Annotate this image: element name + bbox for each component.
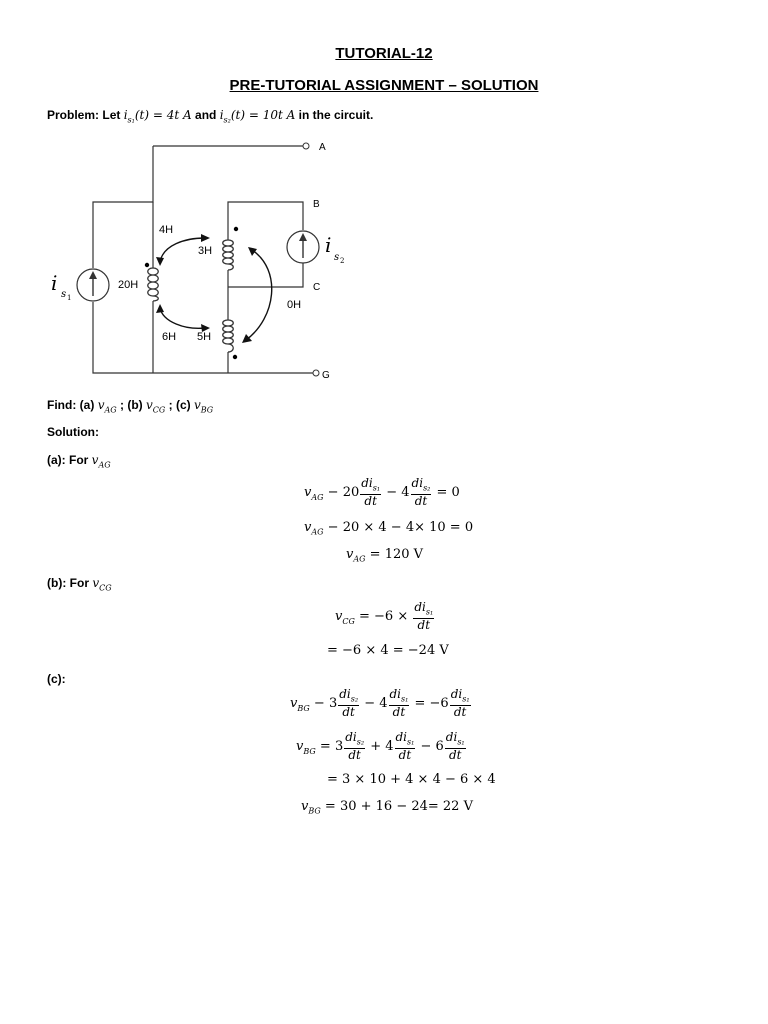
part-a-eq3 bbox=[346, 547, 423, 564]
eq-b1-v: v bbox=[335, 609, 343, 625]
label-node-c: C bbox=[313, 282, 321, 293]
eq-b1-num-sub: s₁ bbox=[425, 607, 434, 617]
find-vc-sub: BG bbox=[200, 405, 214, 415]
eq-a2-v: v bbox=[304, 520, 312, 535]
current-source-is2 bbox=[287, 231, 319, 263]
part-a-eq1 bbox=[304, 477, 460, 508]
eq-c1-f3-num: di bbox=[450, 687, 463, 701]
label-20h: 20H bbox=[118, 279, 139, 291]
arrow-6h bbox=[160, 308, 205, 328]
find-va: v bbox=[97, 398, 105, 412]
label-node-g: G bbox=[322, 370, 330, 381]
eq-c1-frac2 bbox=[389, 688, 410, 719]
part-b-v-sub: CG bbox=[99, 583, 112, 593]
eq-c1-frac3 bbox=[450, 688, 471, 719]
eq-c2-f3-num-sub: s₁ bbox=[457, 737, 465, 747]
eq-c1-frac1 bbox=[338, 688, 359, 719]
label-node-b: B bbox=[313, 199, 320, 210]
find-line bbox=[47, 398, 213, 414]
find-c: (c) bbox=[175, 398, 191, 412]
part-b-v: v bbox=[92, 576, 100, 590]
eq-a2-rest: − 20 × 4 − 4× 10 = 0 bbox=[327, 520, 474, 535]
find-b: (b) bbox=[127, 398, 143, 412]
part-b-label: (b): For bbox=[47, 576, 89, 590]
eq-a1-frac2 bbox=[411, 477, 432, 508]
part-c-eq1 bbox=[290, 688, 472, 719]
label-is2-s: s bbox=[334, 252, 340, 263]
label-5h: 5H bbox=[197, 331, 212, 343]
eq-c4-sub: BG bbox=[308, 806, 321, 816]
dot-3h bbox=[234, 227, 238, 231]
eq-c4-rest: = 30 + 16 − 24= 22 V bbox=[324, 799, 473, 814]
wire-b-top bbox=[228, 202, 303, 240]
label-3h: 3H bbox=[198, 245, 213, 257]
find-vb-sub: CG bbox=[152, 405, 166, 415]
problem-let: Let bbox=[102, 108, 121, 122]
eq-a1-frac1 bbox=[360, 477, 381, 508]
label-m0h: 0H bbox=[287, 299, 302, 311]
eq-a1-f1-den: dt bbox=[364, 494, 377, 509]
page-title: TUTORIAL-12 bbox=[335, 45, 433, 62]
is2-expr: (t) = 10t A bbox=[230, 108, 296, 122]
eq-b1-den: dt bbox=[417, 618, 431, 633]
eq-b1-sub: CG bbox=[342, 616, 355, 626]
is2-sub: s₂ bbox=[223, 115, 231, 125]
wire-c bbox=[228, 263, 303, 287]
is1-expr: (t) = 4t A bbox=[134, 108, 192, 122]
arrow-0h bbox=[246, 250, 272, 340]
eq-c4-v: v bbox=[301, 799, 309, 814]
inductor-5h bbox=[223, 320, 234, 352]
eq-a1-f1-num: di bbox=[361, 476, 373, 490]
eq-a1-f2-num: di bbox=[411, 476, 424, 490]
problem-tail: in the circuit. bbox=[298, 108, 374, 122]
terminal-g bbox=[313, 370, 319, 376]
eq-c2-frac1 bbox=[344, 731, 365, 762]
label-node-a: A bbox=[319, 142, 326, 153]
find-sep2: ; bbox=[168, 398, 173, 412]
part-a-v-sub: AG bbox=[98, 460, 111, 470]
eq-a1-t2: − 4 bbox=[386, 485, 410, 501]
eq-a1-f2-den: dt bbox=[414, 494, 428, 509]
dot-20h bbox=[145, 263, 149, 267]
is1-sub: s₁ bbox=[127, 115, 135, 125]
part-a-label: (a): For bbox=[47, 453, 89, 467]
eq-c2-f2-den: dt bbox=[398, 748, 412, 763]
eq-a1-f2-num-sub: s₂ bbox=[423, 483, 431, 493]
is2-symbol: i bbox=[219, 108, 224, 122]
eq-a1-f1-num-sub: s₁ bbox=[372, 483, 381, 493]
part-a-eq2 bbox=[304, 520, 473, 537]
part-a-heading bbox=[47, 453, 111, 469]
problem-label: Problem: bbox=[47, 108, 100, 122]
eq-b1-mid: = −6 × bbox=[359, 609, 409, 625]
label-is1-1: 1 bbox=[67, 294, 72, 302]
label-m6h: 6H bbox=[162, 331, 177, 343]
eq-c2-t2: + 4 bbox=[370, 739, 394, 755]
eq-c2-v: v bbox=[296, 739, 304, 755]
wire-left-top bbox=[93, 146, 153, 268]
eq-a1-t1: − 20 bbox=[327, 485, 360, 501]
eq-c2-t1: = 3 bbox=[319, 739, 344, 755]
label-is1-s: s bbox=[61, 289, 67, 300]
inductor-20h bbox=[148, 268, 159, 301]
find-vc: v bbox=[194, 398, 201, 412]
eq-c2-frac2 bbox=[395, 731, 416, 762]
label-m4h: 4H bbox=[159, 224, 174, 236]
eq-c2-f1-den: dt bbox=[348, 748, 361, 763]
eq-b1-frac bbox=[413, 601, 434, 632]
eq-c1-f2-den: dt bbox=[392, 705, 406, 720]
part-b-eq2: = −6 × 4 = −24 V bbox=[327, 643, 449, 658]
part-c-eq2 bbox=[296, 731, 467, 762]
eq-a1-v: v bbox=[304, 485, 312, 501]
eq-a1-rhs: = 0 bbox=[436, 485, 460, 501]
part-c-eq3: = 3 × 10 + 4 × 4 − 6 × 4 bbox=[327, 772, 496, 787]
current-source-is1 bbox=[77, 269, 109, 301]
find-vb: v bbox=[146, 398, 153, 412]
part-a-v: v bbox=[91, 453, 99, 467]
find-sep1: ; bbox=[119, 398, 124, 412]
find-label: Find: bbox=[47, 398, 77, 412]
eq-c1-f2-num: di bbox=[389, 687, 402, 701]
eq-c1-f2-num-sub: s₁ bbox=[401, 694, 409, 704]
eq-c2-f1-num: di bbox=[345, 730, 357, 744]
eq-b1-num: di bbox=[414, 600, 426, 614]
page-subtitle: PRE-TUTORIAL ASSIGNMENT – SOLUTION bbox=[229, 77, 539, 94]
eq-c2-f3-num: di bbox=[445, 730, 458, 744]
problem-and: and bbox=[195, 108, 217, 122]
terminal-a bbox=[303, 143, 309, 149]
eq-c2-f1-num-sub: s₂ bbox=[356, 737, 365, 747]
eq-c1-f1-num-sub: s₂ bbox=[350, 694, 359, 704]
label-is1-i: i bbox=[51, 271, 58, 295]
eq-a1-sub: AG bbox=[311, 492, 324, 502]
dot-5h bbox=[233, 355, 237, 359]
eq-c1-f3-num-sub: s₁ bbox=[462, 694, 470, 704]
eq-c2-t3: − 6 bbox=[420, 739, 444, 755]
is1-symbol: i bbox=[123, 108, 128, 122]
part-b-eq1 bbox=[335, 601, 435, 632]
label-is2-2: 2 bbox=[340, 257, 345, 265]
eq-c2-f2-num-sub: s₁ bbox=[407, 737, 415, 747]
label-is2-i: i bbox=[325, 233, 332, 257]
find-a: (a) bbox=[79, 398, 95, 412]
eq-c2-f3-den: dt bbox=[448, 748, 462, 763]
eq-c1-f1-num: di bbox=[339, 687, 351, 701]
eq-c2-frac3 bbox=[445, 731, 466, 762]
part-c-eq4 bbox=[301, 799, 473, 816]
eq-c1-t1: − 3 bbox=[313, 696, 338, 712]
solution-label: Solution: bbox=[47, 425, 99, 439]
eq-c1-f3-den: dt bbox=[453, 705, 467, 720]
inductor-3h bbox=[223, 240, 234, 270]
eq-c2-f2-num: di bbox=[395, 730, 408, 744]
circuit-diagram bbox=[0, 130, 768, 390]
problem-statement bbox=[47, 108, 373, 124]
eq-c1-t2: − 4 bbox=[364, 696, 388, 712]
eq-c1-f1-den: dt bbox=[342, 705, 355, 720]
mutual-arrows bbox=[160, 238, 272, 340]
find-va-sub: AG bbox=[104, 405, 117, 415]
eq-a3-v: v bbox=[346, 547, 354, 562]
part-c-label: (c): bbox=[47, 672, 66, 686]
eq-c1-t3: = −6 bbox=[414, 696, 449, 712]
eq-c1-v: v bbox=[290, 696, 298, 712]
eq-c1-sub: BG bbox=[297, 703, 310, 713]
eq-a3-sub: AG bbox=[353, 554, 366, 564]
eq-a3-rest: = 120 V bbox=[369, 547, 424, 562]
part-b-heading bbox=[47, 576, 112, 592]
eq-a2-sub: AG bbox=[311, 527, 324, 537]
eq-c2-sub: BG bbox=[303, 746, 316, 756]
